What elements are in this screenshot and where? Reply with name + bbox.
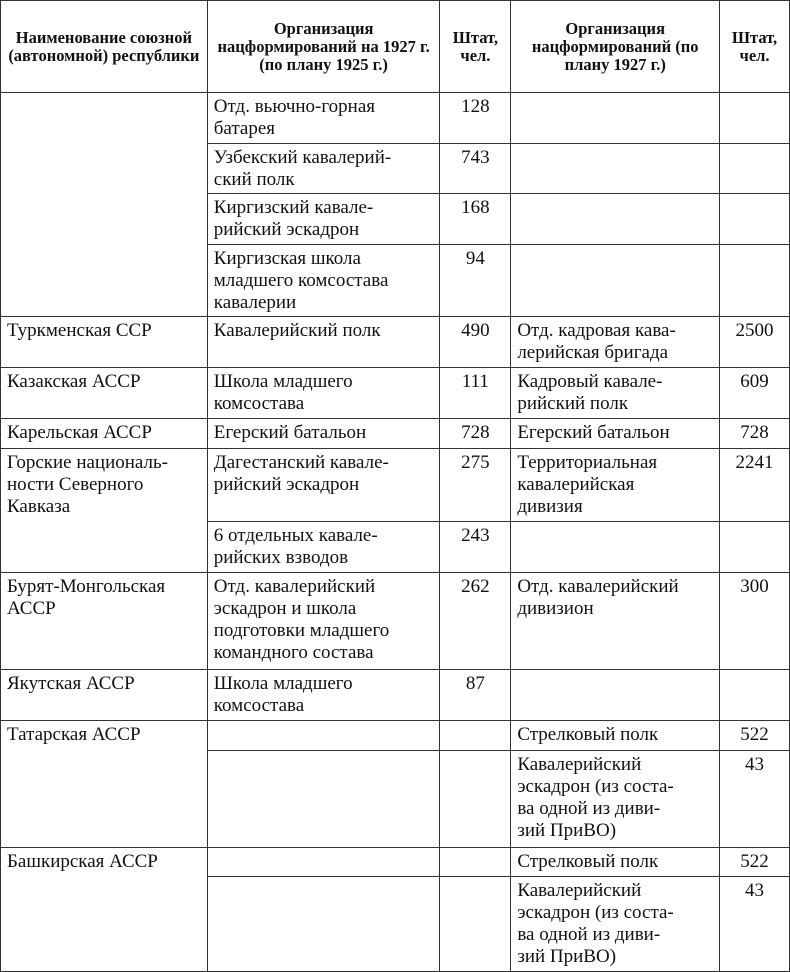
org-1925-cell: [207, 721, 440, 751]
table-row: [1, 93, 790, 144]
header-org-1927-plan: Организация нацформирований (по плану 1927 г.): [511, 1, 720, 93]
org-1927-cell: Кадровый кавале- рийский полк: [511, 368, 720, 419]
republic-cell: Казакская АССР: [1, 368, 208, 419]
table-row: [1, 368, 790, 419]
staff-1925-cell: 490: [440, 317, 511, 368]
org-1925-cell: Отд. кавалерийский эскадрон и школа подготовки младшего командного состава: [207, 573, 440, 670]
staff-1927-cell: 522: [720, 721, 790, 751]
republic-cell: Горские националь- ности Северного Кавказа: [1, 449, 208, 573]
staff-1927-cell: 300: [720, 573, 790, 670]
staff-1927-cell: [720, 245, 790, 317]
staff-1925-cell: [440, 751, 511, 848]
org-1927-cell: [511, 522, 720, 573]
staff-1925-cell: [440, 877, 511, 972]
staff-1927-cell: [720, 144, 790, 194]
org-1927-cell: Отд. кавалерийский дивизион: [511, 573, 720, 670]
org-1925-cell: Отд. вьючно-горная батарея: [207, 93, 440, 144]
staff-1925-cell: 262: [440, 573, 511, 670]
org-1925-cell: Кавалерийский полк: [207, 317, 440, 368]
republic-cell: Туркменская ССР: [1, 317, 208, 368]
table-row: [1, 317, 790, 368]
table-row: [1, 721, 790, 751]
staff-1927-cell: 43: [720, 877, 790, 972]
table-row: [1, 449, 790, 522]
staff-1927-cell: [720, 670, 790, 721]
republic-cell: Башкирская АССР: [1, 848, 208, 972]
org-1925-cell: Егерский батальон: [207, 419, 440, 449]
staff-1927-cell: 2241: [720, 449, 790, 522]
org-1925-cell: Киргизская школа младшего комсостава кавалерии: [207, 245, 440, 317]
staff-1925-cell: 243: [440, 522, 511, 573]
org-1927-cell: [511, 245, 720, 317]
staff-1925-cell: 128: [440, 93, 511, 144]
staff-1927-cell: [720, 93, 790, 144]
header-staff-1927: Штат, чел.: [720, 1, 790, 93]
header-staff-1925: Штат, чел.: [440, 1, 511, 93]
org-1925-cell: [207, 751, 440, 848]
org-1927-cell: [511, 670, 720, 721]
org-1925-cell: Киргизский кавале- рийский эскадрон: [207, 194, 440, 245]
org-1925-cell: Узбекский кавалерий- ский полк: [207, 144, 440, 194]
republic-cell: Бурят-Монгольская АССР: [1, 573, 208, 670]
staff-1927-cell: 609: [720, 368, 790, 419]
org-1925-cell: Школа младшего комсостава: [207, 670, 440, 721]
republic-cell: Татарская АССР: [1, 721, 208, 848]
staff-1925-cell: [440, 721, 511, 751]
org-1925-cell: [207, 848, 440, 877]
republic-cell: Якутская АССР: [1, 670, 208, 721]
org-1927-cell: [511, 144, 720, 194]
table-row: [1, 670, 790, 721]
staff-1925-cell: 728: [440, 419, 511, 449]
org-1927-cell: Егерский батальон: [511, 419, 720, 449]
staff-1927-cell: 728: [720, 419, 790, 449]
org-1927-cell: Стрелковый полк: [511, 848, 720, 877]
staff-1925-cell: 94: [440, 245, 511, 317]
header-org-1925-plan: Организация нацформирований на 1927 г. (по плану 1925 г.): [207, 1, 440, 93]
table-row: [1, 848, 790, 877]
org-1925-cell: [207, 877, 440, 972]
republic-cell: [1, 93, 208, 317]
header-row: [1, 1, 790, 93]
staff-1925-cell: 168: [440, 194, 511, 245]
staff-1925-cell: 275: [440, 449, 511, 522]
org-1925-cell: Дагестанский кавале- рийский эскадрон: [207, 449, 440, 522]
header-republic: Наименование союзной (автономной) республики: [1, 1, 208, 93]
org-1927-cell: Отд. кадровая кава- лерийская бригада: [511, 317, 720, 368]
org-1927-cell: [511, 93, 720, 144]
org-1925-cell: 6 отдельных кавале- рийских взводов: [207, 522, 440, 573]
staff-1925-cell: 743: [440, 144, 511, 194]
org-1927-cell: [511, 194, 720, 245]
org-1927-cell: Кавалерийский эскадрон (из соста- ва одной из диви- зий ПриВО): [511, 877, 720, 972]
staff-1927-cell: [720, 522, 790, 573]
staff-1925-cell: 87: [440, 670, 511, 721]
staff-1927-cell: 43: [720, 751, 790, 848]
staff-1925-cell: 111: [440, 368, 511, 419]
org-1925-cell: Школа младшего комсостава: [207, 368, 440, 419]
org-1927-cell: Кавалерийский эскадрон (из соста- ва одной из диви- зий ПриВО): [511, 751, 720, 848]
org-1927-cell: Стрелковый полк: [511, 721, 720, 751]
table-row: [1, 573, 790, 670]
staff-1925-cell: [440, 848, 511, 877]
republic-cell: Карельская АССР: [1, 419, 208, 449]
staff-1927-cell: [720, 194, 790, 245]
table-row: [1, 419, 790, 449]
org-1927-cell: Территориальная кавалерийская дивизия: [511, 449, 720, 522]
staff-1927-cell: 2500: [720, 317, 790, 368]
staff-1927-cell: 522: [720, 848, 790, 877]
